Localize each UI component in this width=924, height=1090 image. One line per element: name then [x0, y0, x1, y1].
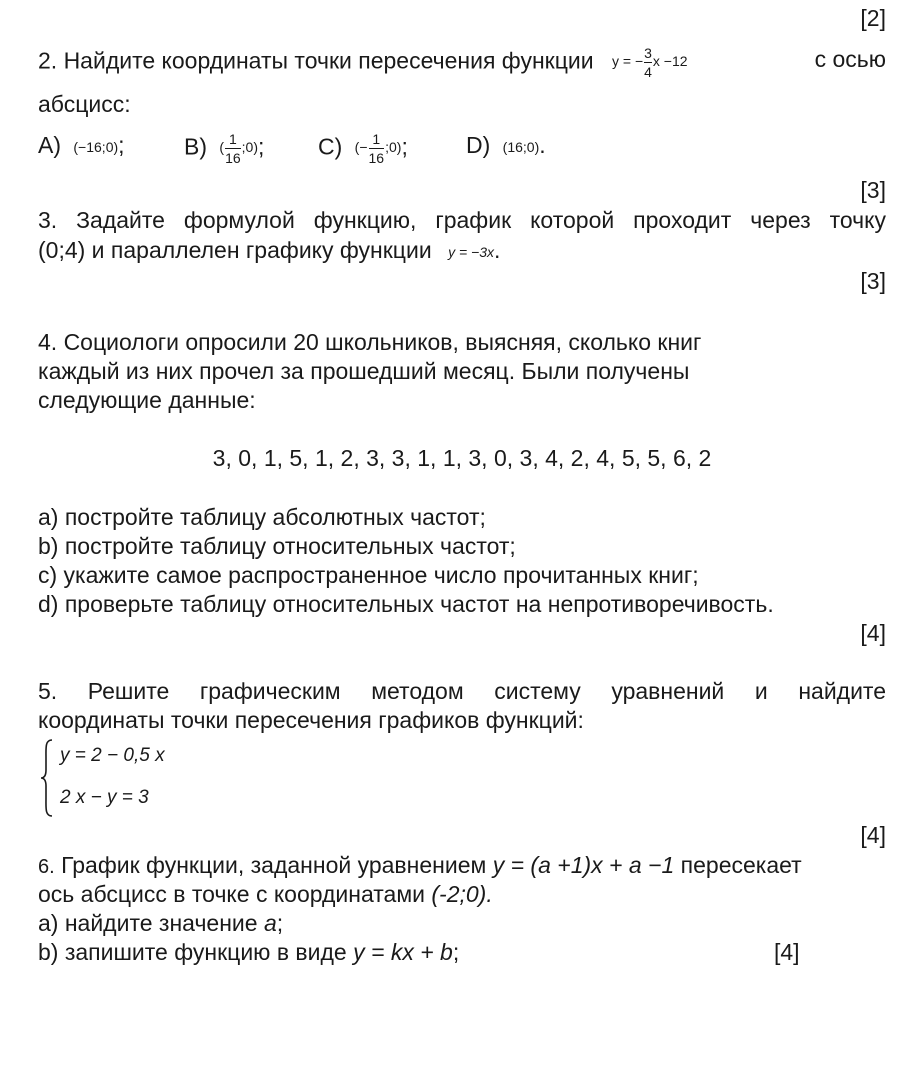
q6-item-b: b) запишите функцию в виде y = kx + b;: [38, 939, 460, 965]
q5-line1: 5. Решите графическим методом систему уравнений и найдите: [38, 678, 886, 704]
q4-data: 3, 0, 1, 5, 1, 2, 3, 3, 1, 1, 3, 0, 3, 4, 2, 4, 5, 5, 6, 2: [212, 445, 712, 471]
q4-item-d: d) проверьте таблицу относительных частот на непротиворечивость.: [38, 591, 774, 617]
q2-text-end: с осью: [814, 46, 886, 72]
q4-line2: каждый из них прочел за прошедший месяц. Были получены: [38, 358, 690, 384]
q5-line2: координаты точки пересечения графиков функций:: [38, 707, 584, 733]
score-q2: [3]: [860, 177, 886, 203]
q2-line1: [38, 45, 886, 80]
q2-option-a: A) (−16;0);: [38, 132, 125, 158]
q5-equation-1: y = 2 − 0,5 x: [60, 745, 165, 766]
score-q5: [4]: [860, 822, 886, 848]
q6-item-a: a) найдите значение a;: [38, 910, 284, 936]
score-q1: [2]: [860, 5, 886, 31]
score-q6: [4]: [774, 939, 800, 965]
q2-option-d: D) (16;0).: [466, 132, 546, 158]
q4-item-c: c) укажите самое распространенное число прочитанных книг;: [38, 562, 699, 588]
q5-equation-2: 2 x − y = 3: [60, 787, 149, 808]
q2-option-b: B) ( $\frac{1}{16}$ ;0);: [184, 131, 265, 166]
q2-line2: абсцисс:: [38, 91, 131, 117]
q3-line2: (0;4) и параллелен графику функции y = −3x.: [38, 237, 501, 263]
score-q4: [4]: [860, 620, 886, 646]
q6-line1: 6. График функции, заданной уравнением y = (a +1)x + a −1 пересекает: [38, 852, 802, 878]
q6-line2: ось абсцисс в точке с координатами (-2;0).: [38, 881, 493, 907]
q3-line1: 3. Задайте формулой функцию, график которой проходит через точку: [38, 207, 886, 233]
q4-line1: 4. Социологи опросили 20 школьников, выясняя, сколько книг: [38, 329, 702, 355]
system-brace: [40, 738, 54, 818]
q2-formula: y = − $\frac{3}{4}$ x −12: [611, 45, 688, 80]
q4-line3: следующие данные:: [38, 387, 256, 413]
q2-fraction: $\frac{3}{4}$: [644, 45, 652, 80]
document-page: [38, 0, 886, 1090]
q2-text: 2. Найдите координаты точки пересечения функции: [38, 47, 594, 74]
score-q3: [3]: [860, 268, 886, 294]
q4-item-a: a) постройте таблицу абсолютных частот;: [38, 504, 486, 530]
q2-option-c: C) (− $\frac{1}{16}$ ;0);: [318, 131, 408, 166]
q4-item-b: b) постройте таблицу относительных частот;: [38, 533, 516, 559]
